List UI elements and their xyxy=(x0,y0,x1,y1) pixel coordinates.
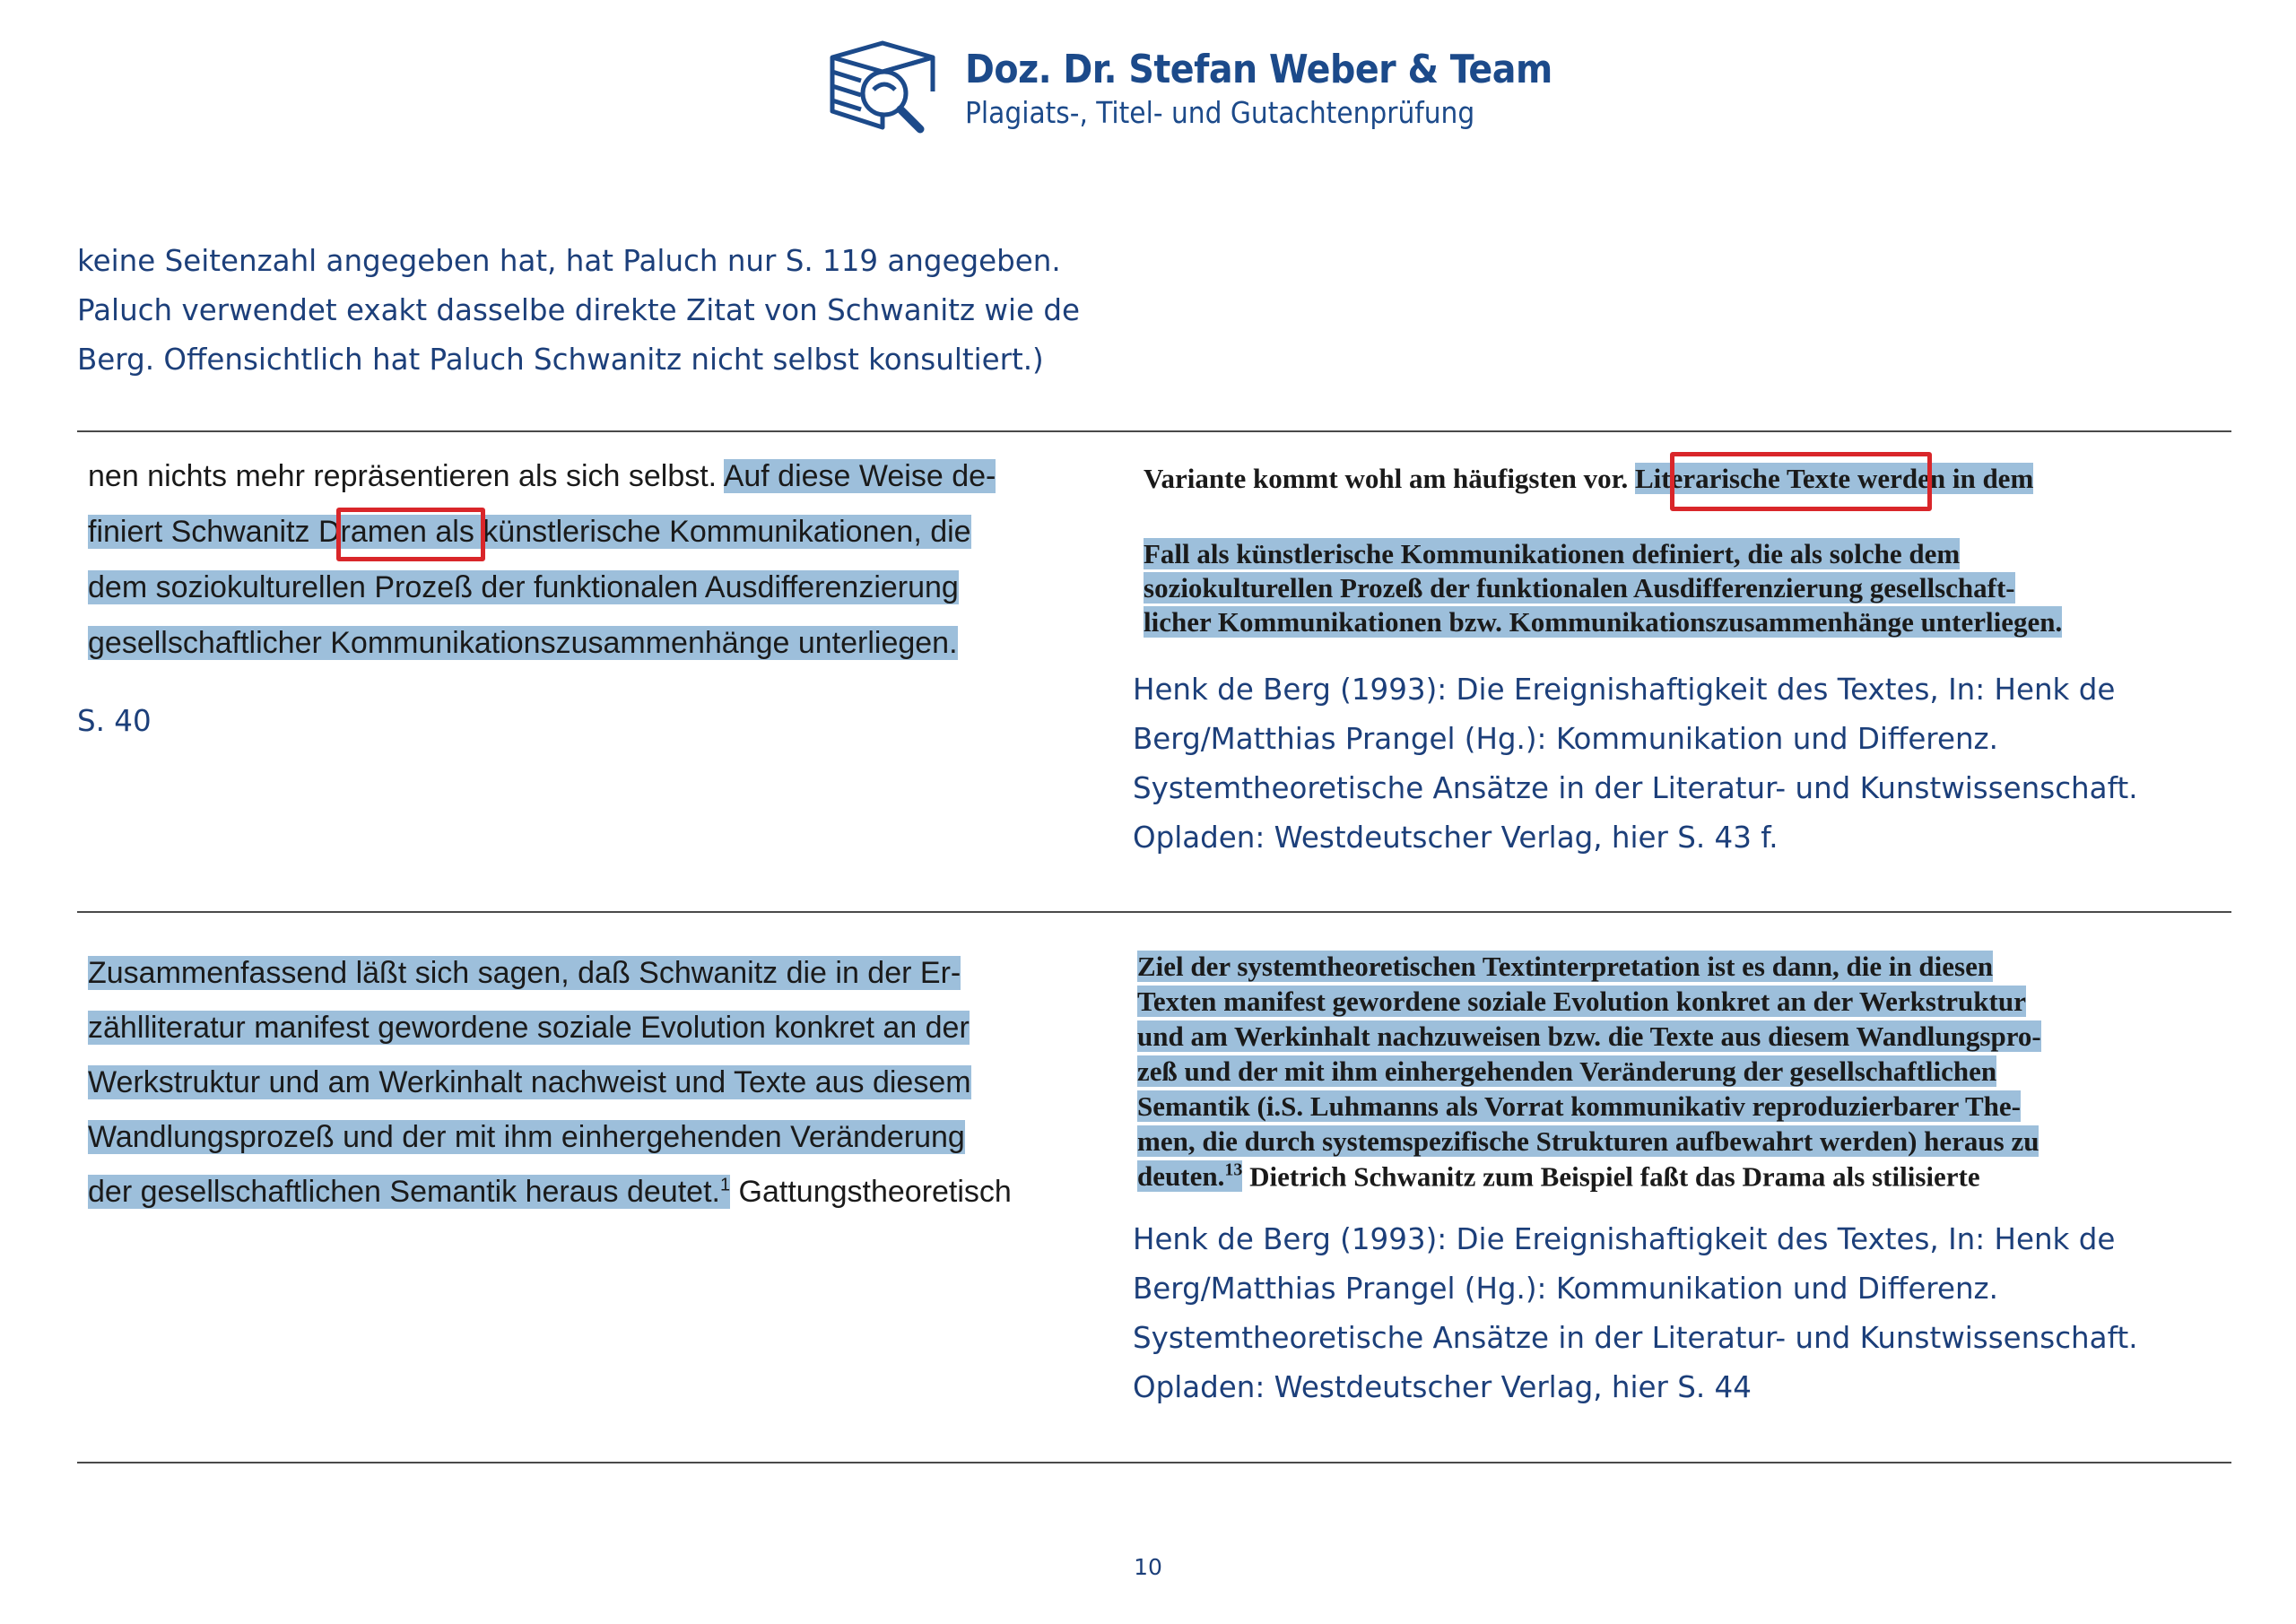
row1-left-excerpt xyxy=(88,459,1098,674)
intro-line: Berg. Offensichtlich hat Paluch Schwanitz nicht selbst konsultiert.) xyxy=(77,343,1044,377)
excerpt-line: zeß und der mit ihm einhergehenden Veränderung der gesellschaftlichen xyxy=(1137,1055,1997,1087)
excerpt-line: dem soziokulturellen Prozeß der funktionalen Ausdifferenzierung xyxy=(88,570,959,604)
excerpt-line: gesellschaftlicher Kommunikationszusammenhänge unterliegen. xyxy=(88,626,958,660)
excerpt-line: Werkstruktur und am Werkinhalt nachweist und Texte aus diesem xyxy=(88,1065,971,1099)
excerpt-line: soziokulturellen Prozeß der funktionalen Ausdifferenzierung gesellschaft- xyxy=(1144,572,2015,604)
intro-line: Paluch verwendet exakt dasselbe direkte Zitat von Schwanitz wie de xyxy=(77,293,1080,327)
excerpt-line: finiert Schwanitz Dramen als künstlerische Kommunikationen, die xyxy=(88,515,971,549)
intro-paragraph xyxy=(77,237,1118,385)
citation-line: Systemtheoretische Ansätze in der Literatur- und Kunstwissenschaft. xyxy=(1133,1321,2138,1355)
page-header xyxy=(825,34,1552,142)
excerpt-line: deuten.$^{13}$ Dietrich Schwanitz zum Beispiel faßt das Drama als stilisierte xyxy=(1137,1160,1980,1193)
highlight-box-dramen: Dramen xyxy=(318,515,427,549)
row1-right-excerpt xyxy=(1144,463,2130,642)
citation-line: Opladen: Westdeutscher Verlag, hier S. 43 f. xyxy=(1133,821,1779,855)
source-citation xyxy=(1133,665,2209,863)
excerpt-line: der gesellschaftlichen Semantik heraus deutet.$^1$ Gattungstheoretisch xyxy=(88,1175,1012,1209)
intro-line: keine Seitenzahl angegeben hat, hat Paluch nur S. 119 angegeben. xyxy=(77,244,1061,278)
page-reference: S. 40 xyxy=(77,704,152,738)
excerpt-line: Texten manifest gewordene soziale Evolution konkret an der Werkstruktur xyxy=(1137,986,2026,1017)
book-magnifier-icon xyxy=(825,38,938,135)
row2-left-excerpt xyxy=(88,956,1098,1234)
page-number: 10 xyxy=(1134,1554,1162,1580)
citation-line: Henk de Berg (1993): Die Ereignishaftigkeit des Textes, In: Henk de xyxy=(1133,1222,2116,1256)
citation-line: Systemtheoretische Ansätze in der Literatur- und Kunstwissenschaft. xyxy=(1133,771,2138,805)
divider xyxy=(77,911,2231,913)
excerpt-line: Zusammenfassend läßt sich sagen, daß Schwanitz die in der Er- xyxy=(88,956,961,990)
excerpt-line: licher Kommunikationen bzw. Kommunikationszusammenhänge unterliegen. xyxy=(1144,606,2063,638)
excerpt-line: Semantik (i.S. Luhmanns als Vorrat kommunikativ reproduzierbarer The- xyxy=(1137,1090,2021,1122)
row2-right-excerpt xyxy=(1137,951,2133,1202)
excerpt-line: Variante kommt wohl am häufigsten vor. Literarische Texte werden in dem xyxy=(1144,463,2034,494)
excerpt-line: zählliteratur manifest gewordene soziale Evolution konkret an der xyxy=(88,1011,970,1045)
source-citation xyxy=(1133,1215,2209,1412)
divider xyxy=(77,430,2231,432)
divider xyxy=(77,1462,2231,1463)
citation-line: Berg/Matthias Prangel (Hg.): Kommunikation und Differenz. xyxy=(1133,1272,1998,1306)
brand-title: Doz. Dr. Stefan Weber & Team xyxy=(965,47,1552,92)
citation-line: Opladen: Westdeutscher Verlag, hier S. 44 xyxy=(1133,1370,1752,1404)
excerpt-line: nen nichts mehr repräsentieren als sich selbst. Auf diese Weise de- xyxy=(88,459,996,493)
brand-subtitle: Plagiats-, Titel- und Gutachtenprüfung xyxy=(965,95,1475,130)
citation-line: Henk de Berg (1993): Die Ereignishaftigkeit des Textes, In: Henk de xyxy=(1133,673,2116,707)
red-marker-box xyxy=(336,508,485,561)
excerpt-line: Fall als künstlerische Kommunikationen definiert, die als solche dem xyxy=(1144,538,1961,569)
excerpt-line: Wandlungsprozeß und der mit ihm einhergehenden Veränderung xyxy=(88,1120,965,1154)
excerpt-line: men, die durch systemspezifische Strukturen aufbewahrt werden) heraus zu xyxy=(1137,1125,2039,1157)
citation-line: Berg/Matthias Prangel (Hg.): Kommunikation und Differenz. xyxy=(1133,722,1998,756)
excerpt-line: Ziel der systemtheoretischen Textinterpretation ist es dann, die in diesen xyxy=(1137,951,1994,982)
red-marker-box xyxy=(1670,452,1932,511)
excerpt-line: und am Werkinhalt nachzuweisen bzw. die Texte aus diesem Wandlungspro- xyxy=(1137,1020,2041,1052)
